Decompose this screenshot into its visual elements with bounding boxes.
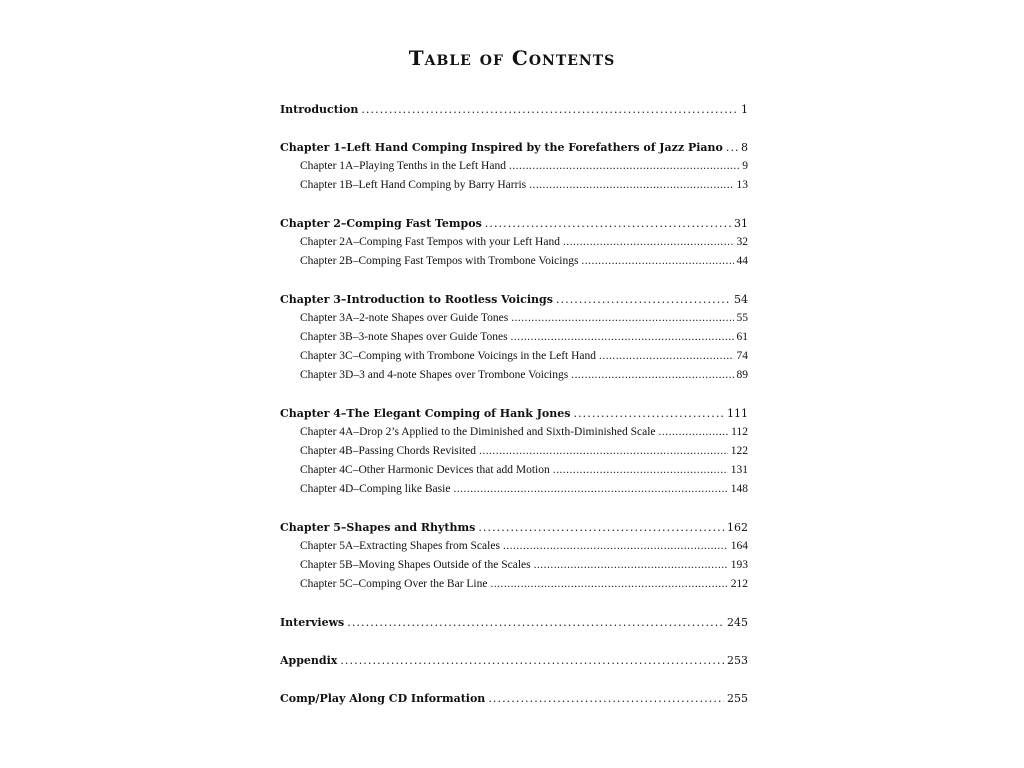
toc-subentry — [280, 160, 748, 179]
toc-subentry — [280, 236, 748, 255]
dot-leader — [453, 483, 727, 495]
toc-entry-page: 122 — [730, 445, 748, 457]
toc-entry-page: 31 — [734, 217, 748, 230]
toc-entry-label: Chapter 3–Introduction to Rootless Voicings — [280, 293, 553, 306]
dot-leader — [511, 331, 734, 343]
toc-entry-label: Chapter 4B–Passing Chords Revisited — [300, 445, 477, 457]
dot-leader — [556, 293, 731, 306]
toc-entry-label: Appendix — [280, 654, 338, 667]
toc-entry — [280, 521, 748, 540]
toc-entry-label: Chapter 3C–Comping with Trombone Voicings in the Left Hand — [300, 350, 597, 362]
toc-subentry — [280, 255, 748, 274]
dot-leader — [599, 350, 733, 362]
toc-entry — [280, 103, 748, 122]
dot-leader — [511, 312, 733, 324]
toc-entry-label: Chapter 3D–3 and 4-note Shapes over Trombone Voicings — [300, 369, 569, 381]
dot-leader — [485, 217, 731, 230]
toc-entry-page: 32 — [736, 236, 748, 248]
toc-entry-label: Chapter 3A–2-note Shapes over Guide Tones — [300, 312, 509, 324]
toc-entry-label: Chapter 4C–Other Harmonic Devices that add Motion — [300, 464, 550, 476]
toc-subentry — [280, 350, 748, 369]
toc-entry — [280, 141, 748, 160]
toc-entry — [280, 217, 748, 236]
toc-entry-page: 148 — [730, 483, 748, 495]
dot-leader — [529, 179, 733, 191]
toc-entry-page: 55 — [736, 312, 748, 324]
toc-entry-page: 253 — [727, 654, 748, 667]
toc-entry-page: 111 — [727, 407, 748, 420]
toc-entry-label: Chapter 3B–3-note Shapes over Guide Tones — [300, 331, 508, 343]
toc-entry — [280, 616, 748, 635]
toc-entry-label: Chapter 2A–Comping Fast Tempos with your Left Hand — [300, 236, 560, 248]
section-gap — [280, 388, 748, 407]
toc-entry — [280, 407, 748, 426]
toc-entry-label: Chapter 1A–Playing Tenths in the Left Hand — [300, 160, 506, 172]
toc-entry-page: 54 — [734, 293, 748, 306]
toc-entry-page: 212 — [730, 578, 748, 590]
toc-entry-label: Chapter 5C–Comping Over the Bar Line — [300, 578, 488, 590]
dot-leader — [726, 141, 738, 154]
toc-subentry — [280, 312, 748, 331]
dot-leader — [581, 255, 733, 267]
toc-entry-label: Chapter 4A–Drop 2’s Applied to the Diminished and Sixth-Diminished Scale — [300, 426, 656, 438]
section-gap — [280, 502, 748, 521]
toc-subentry — [280, 559, 748, 578]
toc-entry — [280, 293, 748, 312]
toc-entry-page: 131 — [730, 464, 748, 476]
toc-entry-label: Chapter 5B–Moving Shapes Outside of the Scales — [300, 559, 531, 571]
dot-leader — [553, 464, 728, 476]
toc-entry-label: Chapter 2B–Comping Fast Tempos with Trombone Voicings — [300, 255, 579, 267]
toc-subentry — [280, 578, 748, 597]
toc-entry-page: 193 — [730, 559, 748, 571]
toc-entry-page: 8 — [741, 141, 748, 154]
toc-subentry — [280, 331, 748, 350]
toc-entry-label: Chapter 2–Comping Fast Tempos — [280, 217, 482, 230]
dot-leader — [571, 369, 733, 381]
toc-entry-label: Chapter 5–Shapes and Rhythms — [280, 521, 476, 534]
dot-leader — [479, 445, 728, 457]
section-gap — [280, 673, 748, 692]
section-gap — [280, 198, 748, 217]
toc-subentry — [280, 369, 748, 388]
toc-subentry — [280, 445, 748, 464]
page-title: Table of Contents — [408, 46, 616, 70]
toc-subentry — [280, 464, 748, 483]
dot-leader — [488, 692, 724, 705]
toc-entry-label: Comp/Play Along CD Information — [280, 692, 486, 705]
toc-subentry — [280, 483, 748, 502]
dot-leader — [347, 616, 724, 629]
toc-entry-page: 1 — [741, 103, 748, 116]
dot-leader — [361, 103, 738, 116]
toc-entry-page: 255 — [727, 692, 748, 705]
toc-entry-page: 9 — [742, 160, 748, 172]
toc-entry-page: 162 — [727, 521, 748, 534]
toc-entry-label: Chapter 1–Left Hand Comping Inspired by the Forefathers of Jazz Piano — [280, 141, 723, 154]
dot-leader — [509, 160, 739, 172]
toc-entry-label: Chapter 1B–Left Hand Comping by Barry Harris — [300, 179, 527, 191]
section-gap — [280, 635, 748, 654]
toc-entry-page: 74 — [736, 350, 748, 362]
toc-subentry — [280, 426, 748, 445]
toc-subentry — [280, 540, 748, 559]
dot-leader — [478, 521, 724, 534]
toc-entry-label: Chapter 5A–Extracting Shapes from Scales — [300, 540, 500, 552]
toc-entry-label: Chapter 4D–Comping like Basie — [300, 483, 451, 495]
toc-entry-page: 164 — [730, 540, 748, 552]
dot-leader — [534, 559, 728, 571]
dot-leader — [563, 236, 734, 248]
dot-leader — [490, 578, 727, 590]
toc-entry-page: 44 — [736, 255, 748, 267]
toc-entry-page: 61 — [736, 331, 748, 343]
toc-entry-page: 89 — [736, 369, 748, 381]
toc-entry — [280, 654, 748, 673]
toc-entry — [280, 692, 748, 711]
table-of-contents — [280, 103, 748, 711]
toc-entry-page: 112 — [731, 426, 748, 438]
dot-leader — [340, 654, 724, 667]
section-gap — [280, 597, 748, 616]
section-gap — [280, 122, 748, 141]
toc-entry-page: 13 — [736, 179, 748, 191]
toc-entry-label: Interviews — [280, 616, 345, 629]
toc-entry-label: Introduction — [280, 103, 359, 116]
toc-subentry — [280, 179, 748, 198]
toc-entry-label: Chapter 4–The Elegant Comping of Hank Jones — [280, 407, 571, 420]
dot-leader — [503, 540, 728, 552]
section-gap — [280, 274, 748, 293]
dot-leader — [659, 426, 729, 438]
toc-entry-page: 245 — [727, 616, 748, 629]
dot-leader — [573, 407, 724, 420]
